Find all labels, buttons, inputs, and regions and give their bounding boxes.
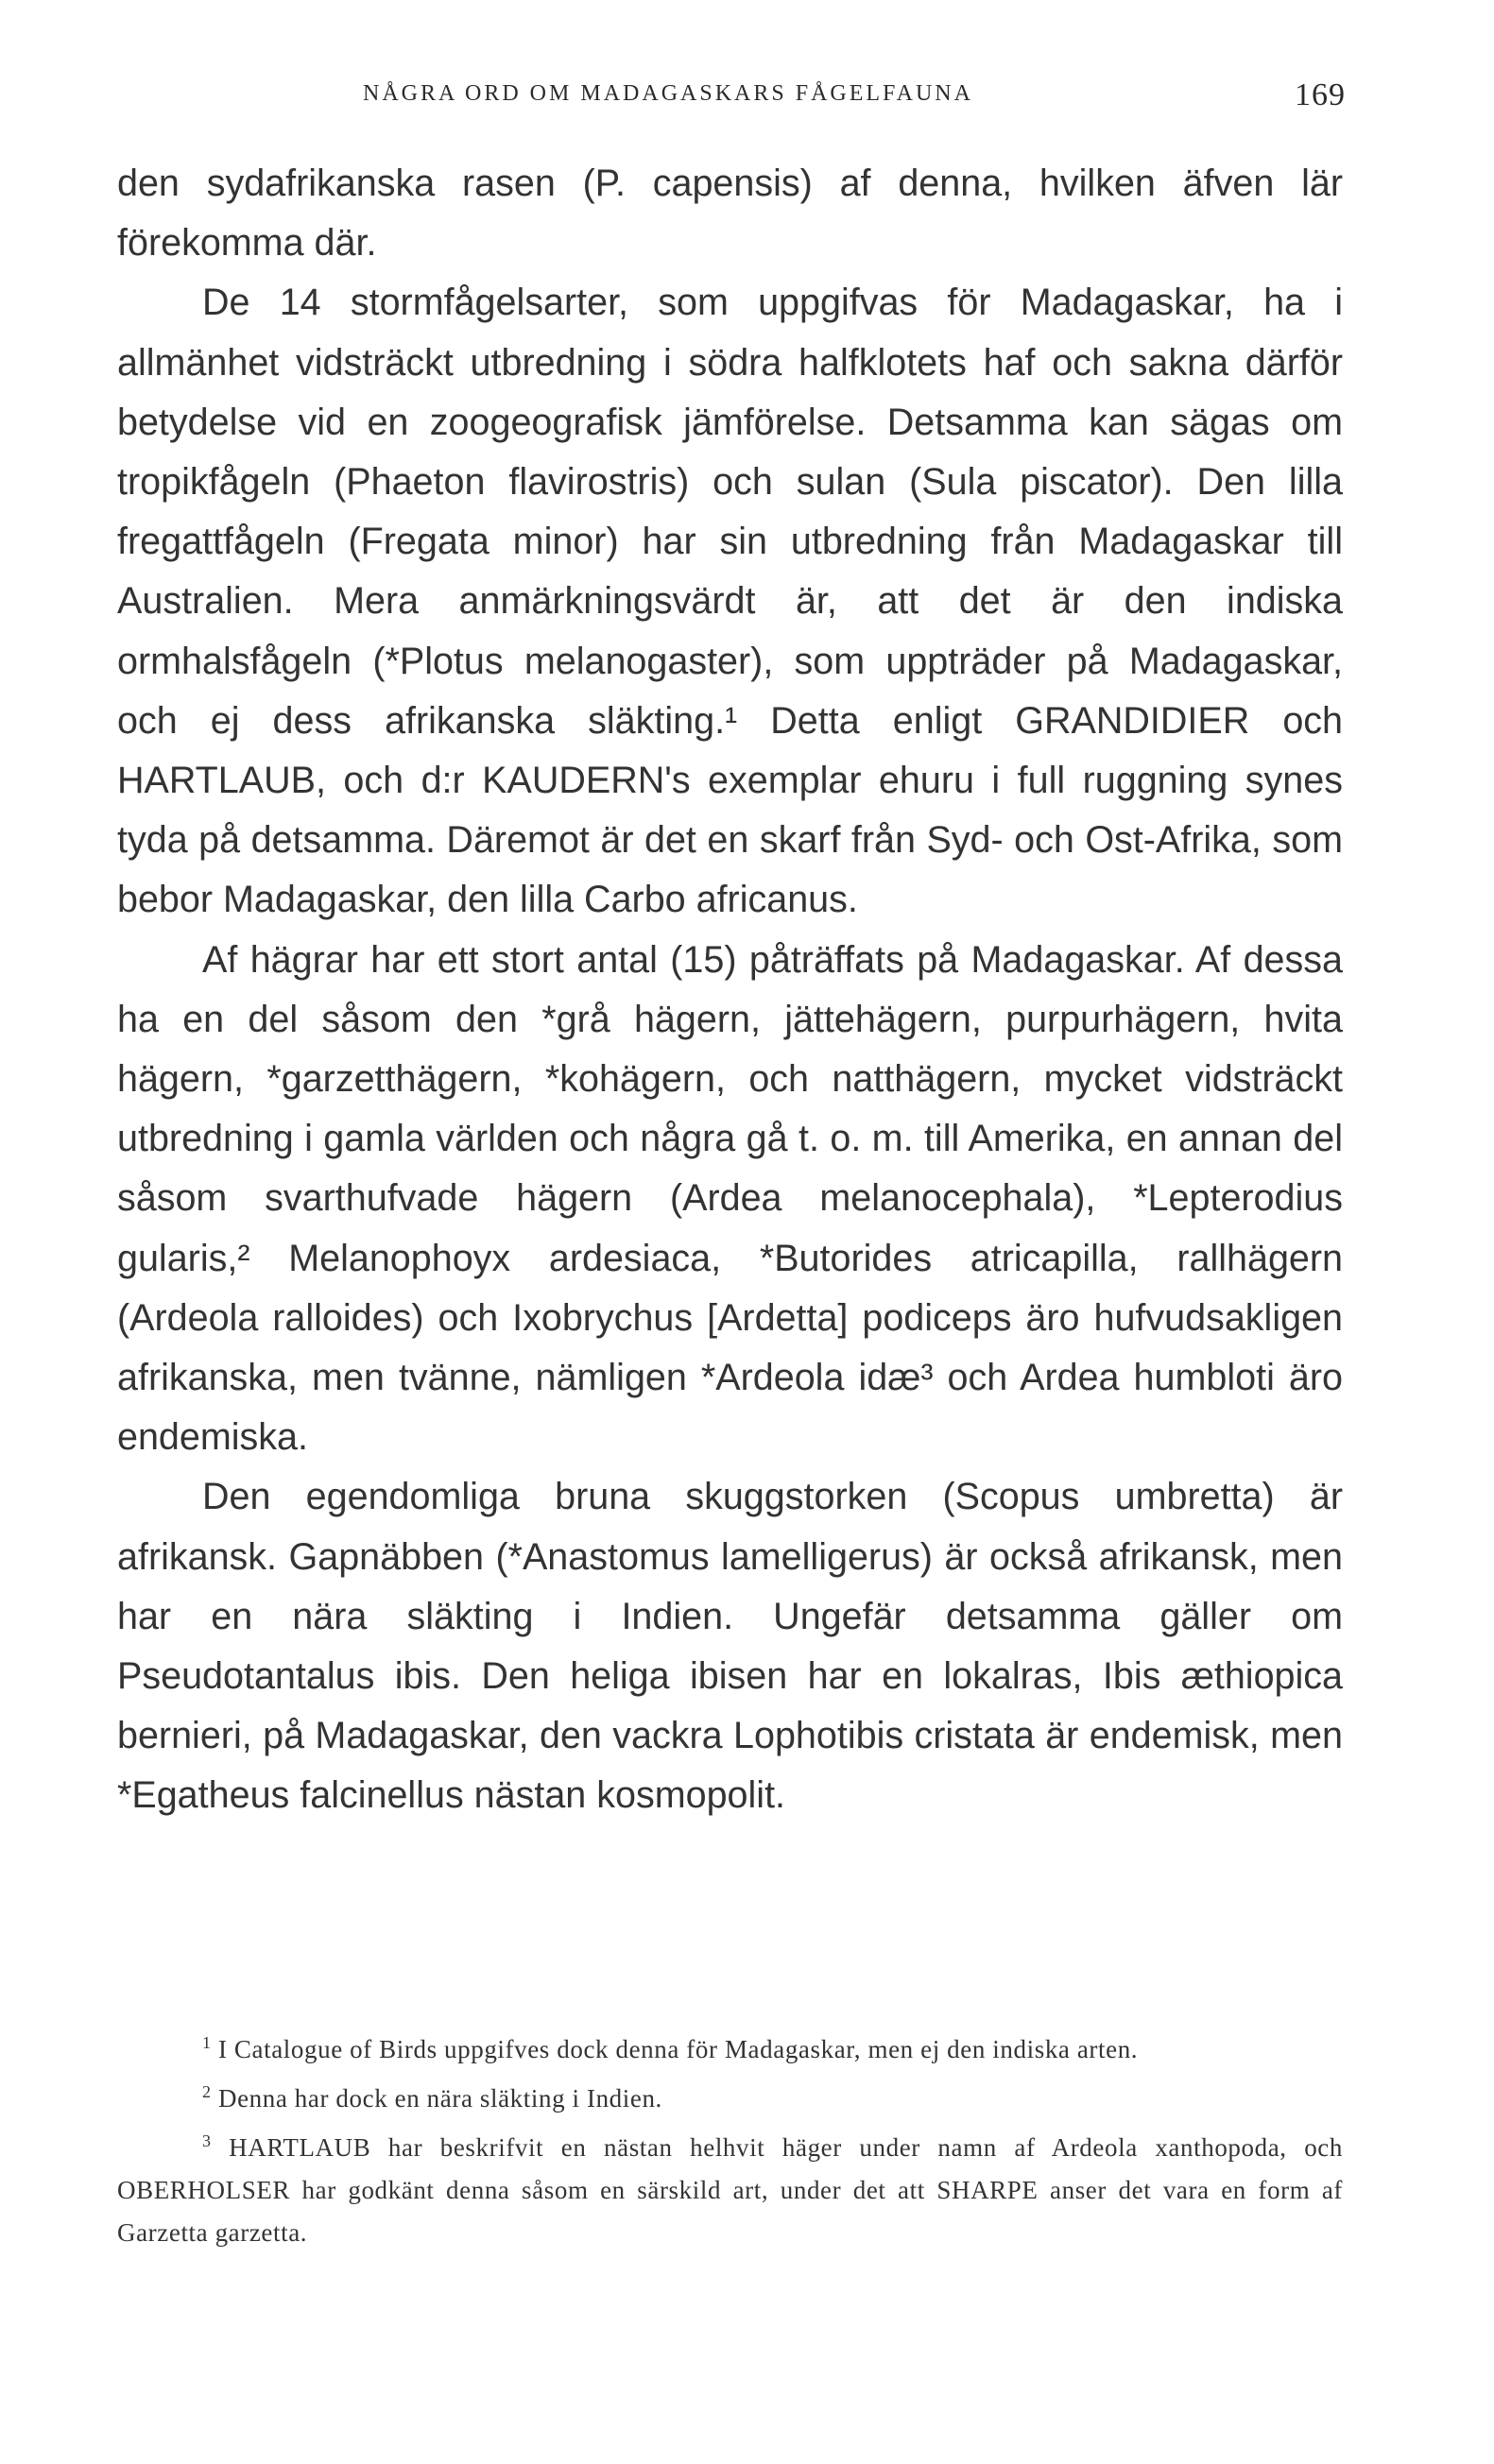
- footnote-mark: 2: [202, 2082, 212, 2101]
- running-title: NÅGRA ORD OM MADAGASKARS FÅGELFAUNA: [363, 81, 973, 106]
- footnotes: [117, 2022, 1343, 2254]
- footnote: [117, 2071, 1343, 2120]
- footnote-mark: 1: [202, 2033, 212, 2052]
- paragraph: Af hägrar har ett stort antal (15) påträffats på Madagaskar. Af dessa ha en del såsom den *grå hägern, jättehägern, purpurhägern, hvita hägern, *garzetthägern, *kohägern, och natthägern, mycket vidsträckt utbredning i gamla världen och några gå t. o. m. till Amerika, en annan del såsom svarthufvade hägern (Ardea melanocephala), *Lepterodius gularis,² Melanophoyx ardesiaca, *Butorides atricapilla, rallhägern (Ardeola ralloides) och Ixobrychus [Ardetta] podiceps äro hufvudsakligen afrikanska, men tvänne, nämligen *Ardeola idæ³ och Ardea humbloti äro endemiska.: [117, 938, 1343, 1459]
- footnote: [117, 2120, 1343, 2254]
- footnote-text: HARTLAUB har beskrifvit en nästan helhvit häger under namn af Ardeola xanthopoda, och OBERHOLSER har godkänt denna såsom en särskild art, under det att SHARPE anser det vara en form af Garzetta garzetta.: [117, 2133, 1343, 2247]
- page-number: 169: [1295, 77, 1346, 112]
- footnote: [117, 2022, 1343, 2071]
- footnote-text: Denna har dock en nära släkting i Indien.: [217, 2084, 662, 2113]
- footnote-mark: 3: [202, 2131, 212, 2150]
- body-text: [117, 154, 1343, 1826]
- paragraph: De 14 stormfågelsarter, som uppgifvas för Madagaskar, ha i allmänhet vidsträckt utbredning i södra halfklotets haf och sakna därför betydelse vid en zoogeografisk jämförelse. Detsamma kan sägas om tropikfågeln (Phaeton flavirostris) och sulan (Sula piscator). Den lilla fregattfågeln (Fregata minor) har sin utbredning från Madagaskar till Australien. Mera anmärkningsvärdt är, att det är den indiska ormhalsfågeln (*Plotus melanogaster), som uppträder på Madagaskar, och ej dess afrikanska släkting.¹ Detta enligt GRANDIDIER och HARTLAUB, och d:r KAUDERN's exemplar ehuru i full ruggning synes tyda på detsamma. Däremot är det en skarf från Syd- och Ost-Afrika, som bebor Madagaskar, den lilla Carbo africanus.: [117, 282, 1343, 921]
- paragraph: den sydafrikanska rasen (P. capensis) af denna, hvilken äfven lär förekomma där.: [117, 163, 1343, 265]
- footnote-text: I Catalogue of Birds uppgifves dock denna för Madagaskar, men ej den indiska arten.: [217, 2035, 1139, 2063]
- running-head: [117, 77, 1346, 119]
- paragraph: Den egendomliga bruna skuggstorken (Scopus umbretta) är afrikansk. Gapnäbben (*Anastomus lamelligerus) är också afrikansk, men har en nära släkting i Indien. Ungefär detsamma gäller om Pseudotantalus ibis. Den heliga ibisen har en lokalras, Ibis æthiopica bernieri, på Madagaskar, den vackra Lophotibis cristata är endemisk, men *Egatheus falcinellus nästan kosmopolit.: [117, 1476, 1343, 1817]
